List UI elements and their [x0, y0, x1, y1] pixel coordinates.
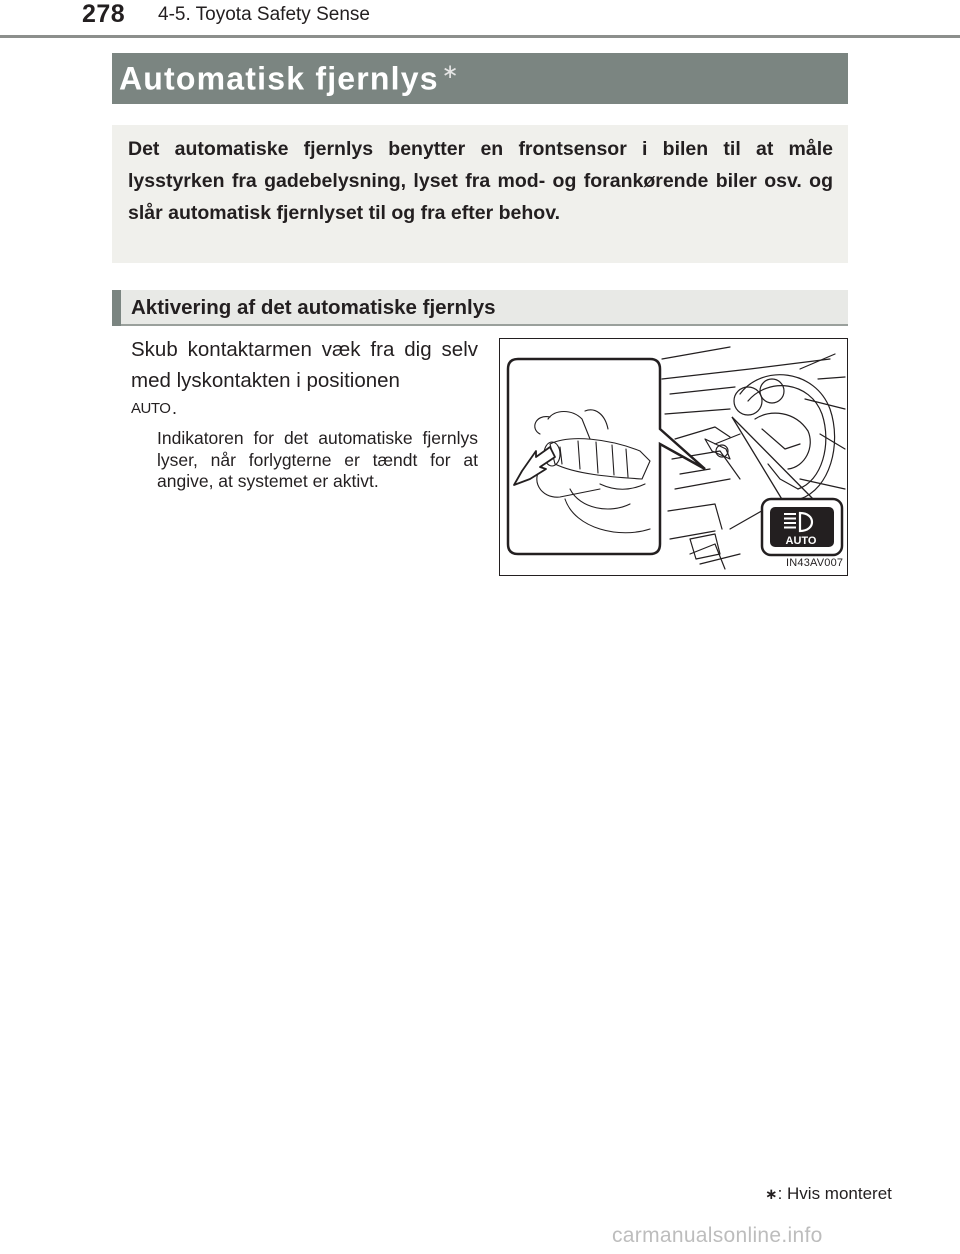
step-instruction: Skub kontaktarmen væk fra dig selv med lyskontakten i positionen [131, 338, 478, 392]
figure-code: IN43AV007 [786, 557, 844, 569]
page-title-text: Automatisk fjernlys [119, 60, 439, 97]
footnote-asterisk: ∗ [765, 1186, 778, 1203]
header-rule [0, 35, 960, 38]
step-note: Indikatoren for det automatiske fjernlys lyser, når forlygterne er tændt for at angive, at systemet er aktivt. [157, 428, 478, 491]
auto-symbol: AUTO [131, 400, 171, 417]
intro-paragraph: Det automatiske fjernlys benytter en frontsensor i bilen til at måle lysstyrken fra gadebelysning, lyset fra mod- og forankørende biler osv. og slår automatisk fjernlyset til og fra efter behov. [128, 138, 833, 224]
indicator-auto-label: AUTO [785, 535, 817, 547]
subsection-heading: Aktivering af det automatiske fjernlys [131, 296, 496, 319]
step-end-period: . [172, 398, 178, 418]
section-label: 4-5. Toyota Safety Sense [158, 4, 370, 25]
footnote [765, 1184, 892, 1204]
auto-high-beam-indicator-icon [762, 499, 842, 555]
page-title [119, 59, 460, 98]
illustration-figure [499, 338, 848, 576]
asterisk-marker: ∗ [441, 61, 460, 83]
subsection-accent [112, 290, 121, 326]
footnote-text: : Hvis monteret [777, 1184, 892, 1203]
hand-on-lever-illustration [508, 359, 705, 554]
watermark: carmanualsonline.info [612, 1224, 823, 1247]
page-number: 278 [82, 0, 126, 28]
dashboard-illustration [500, 339, 848, 576]
